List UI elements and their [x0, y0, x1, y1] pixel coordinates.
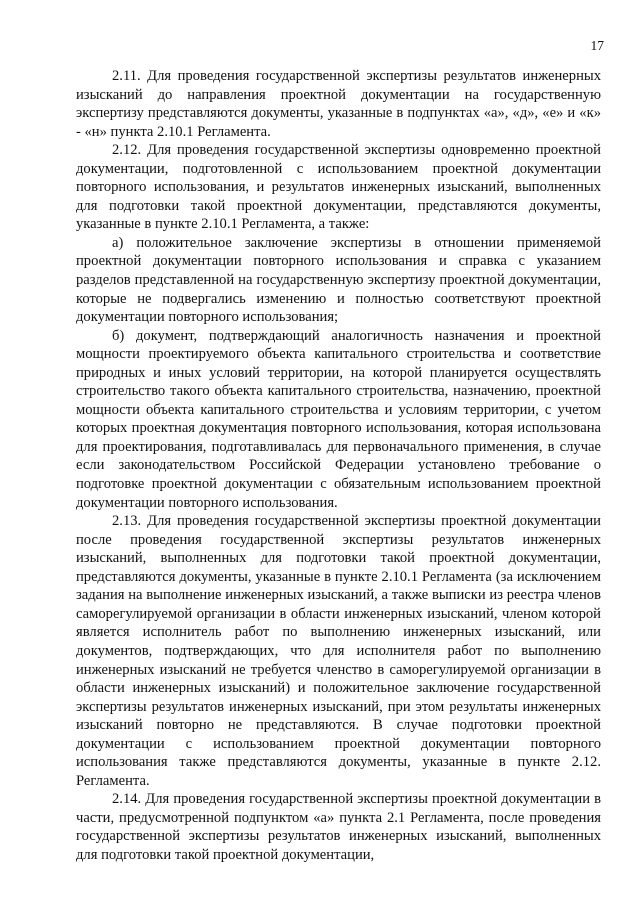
- document-body: [76, 67, 601, 865]
- paragraph-2-13: 2.13. Для проведения государственной экспертизы проектной документации после проведения государственной экспертизы результатов инженерных изысканий, выполненных для подготовки такой проектной документации, представляются документы, указанные в пункте 2.10.1 Регламента (за исключением задания на выполнение инженерных изысканий, а также выписки из реестра членов саморегулируемой организации в области инженерных изысканий, членом которой является исполнитель работ по выполнению инженерных изысканий, или документов, подтверждающих, что для исполнителя работ по выполнению инженерных изысканий не требуется членство в саморегулируемой организации в области инженерных изысканий) и положительное заключение государственной экспертизы результатов инженерных изысканий, при этом результаты инженерных изысканий повторно не представляются. В случае подготовки проектной документации с использованием проектной документации повторного использования также представляются документы, указанные в пункте 2.12. Регламента.: [76, 513, 601, 789]
- page-number: 17: [590, 38, 604, 53]
- paragraph-2-12-a: а) положительное заключение экспертизы в отношении применяемой проектной документации повторного использования и справка с указанием разделов представленной на государственную экспертизу проектной документации, которые не подвергались изменению и полностью соответствуют проектной документации повторного использования;: [76, 234, 601, 326]
- paragraph-2-14: 2.14. Для проведения государственной экспертизы проектной документации в части, предусмотренной подпунктом «а» пункта 2.1 Регламента, после проведения государственной экспертизы результатов инженерных изысканий, выполненных для подготовки такой проектной документации,: [76, 791, 601, 863]
- paragraph-2-12-b: б) документ, подтверждающий аналогичность назначения и проектной мощности проектируемого объекта капитального строительства и соответствие природных и иных условий территории, на которой планируется осуществлять строительство такого объекта капитального строительства, назначению, проектной мощности объекта капитального строительства и условиям территории, с учетом которых проектная документация повторного использования, которая использована для проектирования, подготавливалась для первоначального применения, в случае если законодательством Российской Федерации установлено требование о подготовке проектной документации с обязательным использованием проектной документации повторного использования.: [76, 327, 601, 511]
- paragraph-2-12: 2.12. Для проведения государственной экспертизы одновременно проектной документации, подготовленной с использованием проектной документации повторного использования, и результатов инженерных изысканий, выполненных для подготовки такой проектной документации, представляются документы, указанные в пункте 2.10.1 Регламента, а также:: [76, 142, 601, 233]
- paragraph-2-11: 2.11. Для проведения государственной экспертизы результатов инженерных изысканий до направления проектной документации на государственную экспертизу представляются документы, указанные в подпунктах «а», «д», «е» и «к» - «н» пункта 2.10.1 Регламента.: [76, 68, 601, 140]
